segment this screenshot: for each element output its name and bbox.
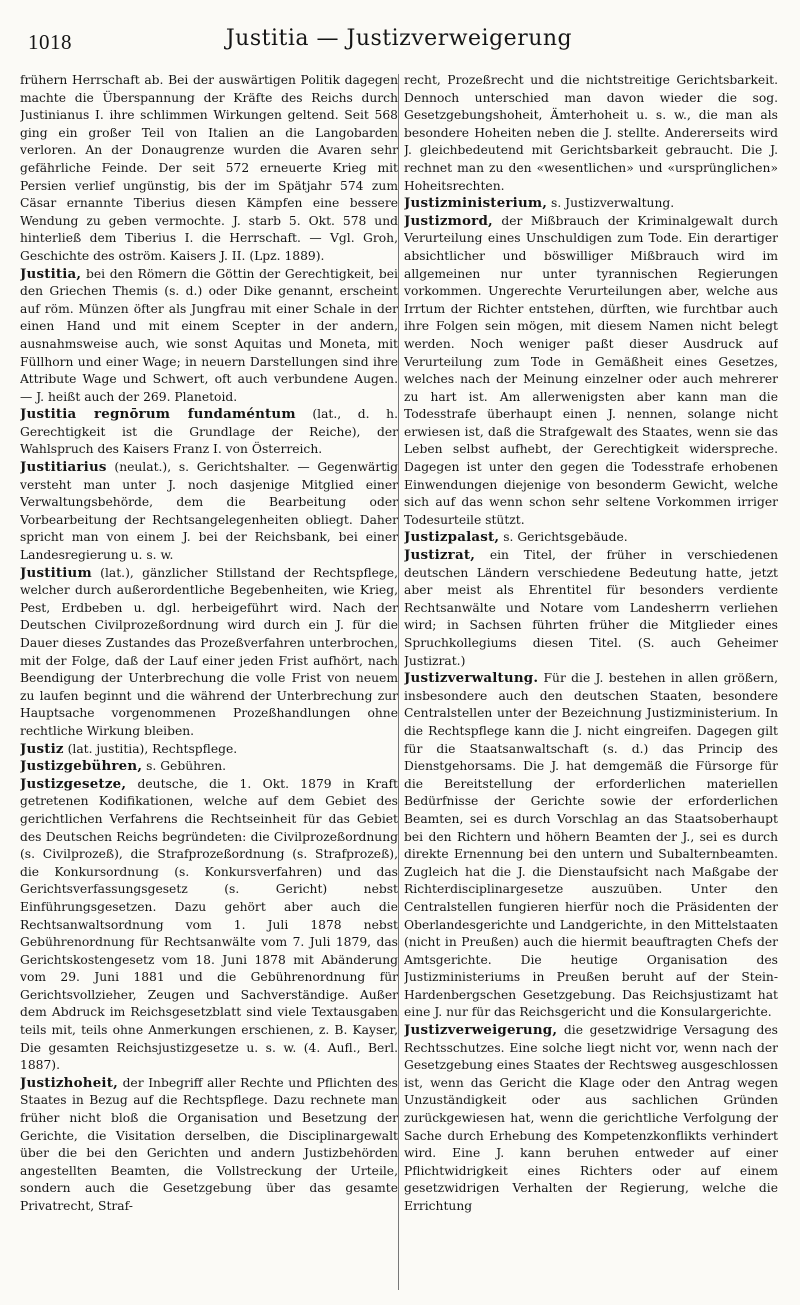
page-number: 1018 bbox=[28, 30, 72, 54]
dictionary-entry bbox=[20, 266, 398, 407]
entry-text: (lat.), gänzlicher Stillstand der Rechtspflege, welcher durch außerordentliche Begebenheiten, wie Krieg, Pest, Erdbeben u. dgl. herbeigeführt wird. Nach der Deutschen Civilprozeßordnung wird durch ein J. für die Dauer dieses Zustandes das Prozeßverfahren unterbrochen, mit der Folge, daß der Lauf einer jeden Frist aufhört, nach Beendigung der Unterbrechung die volle Frist von neuem zu laufen beginnt und die während der Unterbrechung zur Hauptsache vorgenommenen Prozeßhandlungen ohne rechtliche Wirkung bleiben. bbox=[20, 565, 398, 738]
entry-text: (neulat.), s. Gerichtshalter. — Gegenwärtig versteht man unter J. noch dasjenige Mitglied einer Verwaltungsbehörde, dem die Bearbeitung oder Vorbearbeitung der Rechtsangelegenheiten obliegt. Daher spricht man von einem J. bei der Reichsbank, bei einer Landesregierung u. s. w. bbox=[20, 460, 398, 563]
entry-headword: Justitium bbox=[20, 564, 92, 581]
dictionary-entry bbox=[404, 1022, 778, 1216]
dictionary-entry bbox=[404, 529, 778, 547]
dictionary-entry bbox=[20, 776, 398, 1075]
entry-headword: Justitiarius bbox=[20, 459, 107, 476]
entry-text: deutsche, die 1. Okt. 1879 in Kraft getretenen Kodifikationen, welche auf dem Gebiet des gerichtlichen Verfahrens die Rechtseinheit für das Gebiet des Deutschen Reichs begründeten: die Civilprozeßordnung (s. Civilprozeß), die Strafprozeßordnung (s. Strafprozeß), die Konkursordnung (s. Konkursverfahren) und das Gerichtsverfassungsgesetz (s. Gericht) nebst Einführungsgesetzen. Dazu gehört aber auch die Rechtsanwaltsordnung vom 1. Juli 1878 nebst Gebührenordnung für Rechtsanwälte vom 7. Juli 1879, das Gerichtskostengesetz vom 18. Juni 1878 mit Abänderung vom 29. Juni 1881 und die Gebührenordnung für Gerichtsvollzieher, Zeugen und Sachverständige. Außer dem Abdruck im Reichsgesetzblatt sind viele Textausgaben teils mit, teils ohne Anmerkungen erschienen, z. B. Kayser, Die gesamten Reichsjustizgesetze u. s. w. (4. Aufl., Berl. 1887). bbox=[20, 776, 398, 1073]
dictionary-entry bbox=[20, 565, 398, 741]
entry-text: der Mißbrauch der Kriminalgewalt durch Verurteilung eines Unschuldigen zum Tode. Ein derartiger absichtlicher und böswilliger Mißbrauch wird im allgemeinen nur unter tyrannischen Regierungen vorkommen. Ungerechte Verurteilungen aber, welche aus Irrtum der Richter entstehen, dürften, wie furchtbar auch ihre Folgen sein mögen, mit diesem Namen nicht belegt werden. Noch weniger paßt dieser Ausdruck auf Verurteilung zum Tode in Gemäßheit eines Gesetzes, welches nach der Meinung einzelner oder auch mehrerer zu hart ist. Am allerwenigsten aber kann man die Todesstrafe überhaupt einen J. nennen, solange nicht erwiesen ist, daß die Strafgewalt des Staates, wenn sie das Leben selbst aufhebt, der Gerechtigkeit widerspreche. Dagegen ist unter den gegen die Todesstrafe erhobenen Einwendungen diejenige von besonderm Gewicht, welche sich auf das wenn schon sehr seltene Vorkommen irriger Todesurteile stützt. bbox=[404, 213, 778, 527]
entry-text: (lat. justitia), Rechtspflege. bbox=[67, 741, 238, 756]
entry-headword: Justizrat, bbox=[404, 547, 476, 564]
dictionary-entry bbox=[20, 741, 398, 759]
entry-headword: Justitia regnōrum fundaméntum bbox=[20, 406, 296, 423]
entry-text: ein Titel, der früher in verschiedenen deutschen Ländern verschiedene Bedeutung hatte, jetzt aber meist als Ehrentitel für besonders verdiente Rechtsanwälte und Notare vom Landesherrn verliehen wird; in Sachsen führten früher die Mitglieder eines Spruchkollegiums diesen Titel. (S. auch Geheimer Justizrat.) bbox=[404, 548, 778, 668]
right-column bbox=[404, 72, 778, 1291]
left-column bbox=[20, 72, 398, 1291]
entry-headword: Justitia, bbox=[20, 265, 82, 282]
entry-continuation bbox=[20, 72, 398, 266]
entry-text: der Inbegriff aller Rechte und Pflichten des Staates in Bezug auf die Rechtspflege. Dazu rechnete man früher nicht bloß die Organisation und Besetzung der Gerichte, die Visitation derselben, die Disciplinargewalt über die bei den Gerichten und andern Justizbehörden angestellten Beamten, die Vollstreckung der Urteile, sondern auch die Gesetzgebung über das gesamte Privatrecht, Straf- bbox=[20, 1075, 398, 1213]
dictionary-entry bbox=[20, 758, 398, 776]
entry-headword: Justizgebühren, bbox=[20, 758, 143, 775]
column-divider bbox=[398, 74, 399, 1290]
dictionary-entry bbox=[404, 213, 778, 530]
dictionary-entry bbox=[20, 406, 398, 459]
entry-continuation bbox=[404, 72, 778, 195]
entry-text: s. Justizverwaltung. bbox=[551, 196, 675, 211]
dictionary-entry bbox=[20, 459, 398, 565]
entry-headword: Justizministerium, bbox=[404, 195, 548, 212]
entry-text: s. Gebühren. bbox=[146, 759, 227, 774]
dictionary-entry bbox=[404, 195, 778, 213]
entry-headword: Justizverwaltung. bbox=[404, 670, 539, 687]
entry-text: s. Gerichtsgebäude. bbox=[503, 530, 628, 545]
entry-headword: Justizmord, bbox=[404, 212, 493, 229]
dictionary-entry bbox=[20, 1075, 398, 1216]
dictionary-entry bbox=[404, 547, 778, 670]
entry-text: die gesetzwidrige Versagung des Rechtsschutzes. Eine solche liegt nicht vor, wenn nach der Gesetzgebung eines Staates der Rechtsweg ausgeschlossen ist, wenn das Gericht die Klage oder den Antrag wegen Unzuständigkeit oder aus sachlichen Gründen zurückgewiesen hat, wenn die gerichtliche Verfolgung der Sache durch Erhebung des Kompetenzkonflikts verhindert wird. Eine J. kann beruhen entweder auf einer Pflichtwidrigkeit eines Richters oder auf einem gesetzwidrigen Verhalten der Regierung, welche die Errichtung bbox=[404, 1023, 778, 1213]
entry-headword: Justizhoheit, bbox=[20, 1074, 118, 1091]
entry-text: Für die J. bestehen in allen größern, insbesondere auch den deutschen Staaten, besondere Centralstellen unter der Bezeichnung Justizministerium. In die Rechtspflege kann die J. nicht eingreifen. Dagegen gilt für die Staatsanwaltschaft (s. d.) das Princip des Dienstgehorsams. Die J. hat demgemäß die Fürsorge für die Bereitstellung der erforderlichen materiellen Bedürfnisse der Gerichte sowie der erforderlichen Beamten, sei es durch Vorschlag an das Staatsoberhaupt bei den Richtern und höhern Beamten der J., sei es durch direkte Ernennung bei den untern und Subalternbeamten. Zugleich hat die J. die Dienstaufsicht nach Maßgabe der Richterdisciplinargesetze auszuüben. Unter den Centralstellen fungieren hierfür noch die Präsidenten der Oberlandesgerichte und Landgerichte, in den Mittelstaaten (nicht in Preußen) auch die hiermit beauftragten Chefs der Amtsgerichte. Die heutige Organisation des Justizministeriums in Preußen beruht auf der Stein-Hardenbergschen Gesetzgebung. Das Reichsjustizamt hat eine J. nur für das Reichsgericht und die Konsulargerichte. bbox=[404, 671, 778, 1020]
entry-text: recht, Prozeßrecht und die nichtstreitige Gerichtsbarkeit. Dennoch unterschied man davon wieder die sog. Gesetzgebungshoheit, Ämterhoheit u. s. w., die man als besondere Hoheiten neben die J. stellte. Andererseits wird J. gleichbedeutend mit Gerichtsbarkeit gebraucht. Die J. rechnet man zu den «wesentlichen» und «ursprünglichen» Hoheitsrechten. bbox=[404, 73, 778, 193]
entry-text: bei den Römern die Göttin der Gerechtigkeit, bei den Griechen Themis (s. d.) oder Dike genannt, erscheint auf röm. Münzen öfter als Jungfrau mit einer Schale in der einen Hand und mit einem Scepter in der andern, ausnahmsweise auch, wie sonst Aquitas und Moneta, mit Füllhorn und einer Wage; in neuern Darstellungen sind ihre Attribute Wage und Schwert, oft auch verbundene Augen. — J. heißt auch der 269. Planetoid. bbox=[20, 266, 398, 404]
entry-headword: Justiz bbox=[20, 740, 64, 757]
entry-text: (lat., d. h. Gerechtigkeit ist die Grundlage der Reiche), der Wahlspruch des Kaisers Franz I. von Österreich. bbox=[20, 407, 398, 457]
entry-headword: Justizgesetze, bbox=[20, 775, 127, 792]
dictionary-entry bbox=[404, 670, 778, 1022]
entry-text: frühern Herrschaft ab. Bei der auswärtigen Politik dagegen machte die Überspannung der Kräfte des Reichs durch Justinianus I. ihre schlimmen Wirkungen geltend. Seit 568 ging ein großer Teil von Italien an die Langobarden verloren. An der Donaugrenze wurden die Avaren sehr gefährliche Feinde. Der seit 572 erneuerte Krieg mit Persien verlief ungünstig, bis der im Spätjahr 574 zum Cäsar ernannte Tiberius diesen Kämpfen eine bessere Wendung zu geben vermochte. J. starb 5. Okt. 578 und hinterließ dem Tiberius I. die Herrschaft. — Vgl. Groh, Geschichte des oström. Kaisers J. II. (Lpz. 1889). bbox=[20, 73, 398, 263]
page-header bbox=[28, 22, 770, 62]
entry-headword: Justizverweigerung, bbox=[404, 1022, 558, 1039]
running-title: Justitia — Justizverweigerung bbox=[225, 26, 573, 51]
entry-headword: Justizpalast, bbox=[404, 529, 500, 546]
